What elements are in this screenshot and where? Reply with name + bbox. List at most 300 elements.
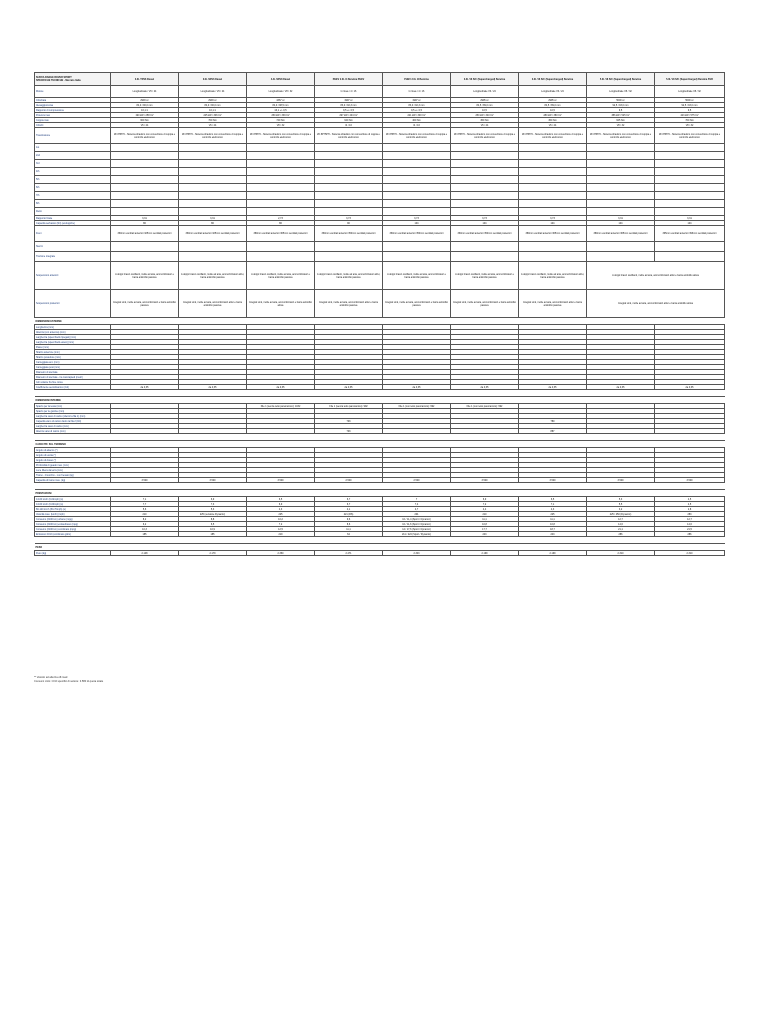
table-cell: 2995 cc <box>519 98 587 103</box>
section-header <box>35 441 725 448</box>
table-cell: 10,2 <box>247 517 315 522</box>
table-cell: 10 / 11,6 (Sport / Dynamic) <box>383 522 451 527</box>
table-cell: V8 / 32 <box>655 123 725 128</box>
table-cell: 221 kW / 300 CV <box>383 113 451 118</box>
table-cell: 84,0 / 90,0 mm <box>179 103 247 108</box>
row-label: 4th <box>35 168 111 176</box>
model-header: PHEV 2.0L I4 Benzina PHEV <box>315 73 383 86</box>
table-cell: A doppi bracci oscillanti, molle ad aria, ammortizzatori attivi, barra antirollio passiva <box>519 262 587 290</box>
table-cell: 3.500 <box>587 478 655 483</box>
table-cell: 5,3 <box>587 497 655 502</box>
table-cell: 360mm ventilati anteriori 350mm ventilati posteriori <box>451 226 519 242</box>
table-cell: 2.199 <box>519 551 587 556</box>
table-cell <box>451 200 519 208</box>
table-cell: 92,5 / 93,0 mm <box>587 103 655 108</box>
table-cell: 380mm ventilati anteriori 365mm ventilati posteriori <box>519 226 587 242</box>
table-cell: 185 <box>111 532 179 537</box>
table-cell: 219 <box>247 532 315 537</box>
table-cell: 104 <box>587 221 655 226</box>
table-cell <box>179 252 247 262</box>
table-cell <box>247 152 315 160</box>
spec-sheet <box>34 72 724 556</box>
table-cell: 243 <box>451 532 519 537</box>
table-cell: 12,7 <box>587 517 655 522</box>
table-cell <box>247 242 315 252</box>
table-cell: 360mm ventilati anteriori 350mm ventilati posteriori <box>315 226 383 242</box>
row-label: Motore <box>35 86 111 98</box>
table-cell <box>247 176 315 184</box>
table-cell: 360mm ventilati anteriori 325mm ventilati posteriori <box>111 226 179 242</box>
footnotes <box>34 676 103 683</box>
row-label: Cilindrata <box>35 98 111 103</box>
table-cell <box>587 160 655 168</box>
table-cell <box>179 152 247 160</box>
row-label: Coefficiente aerodinamico (Cd) <box>35 385 111 390</box>
table-cell: 9,6 <box>315 517 383 522</box>
table-cell: 3,31 <box>111 216 179 221</box>
table-cell <box>451 208 519 216</box>
table-cell: 86 <box>179 221 247 226</box>
table-cell: 6,2 <box>111 522 179 527</box>
table-cell: A doppi bracci oscillanti, molle ad aria, ammortizzatori e barra antirollio passiva <box>383 262 451 290</box>
row-label: Larghezza vano di carico (dietro la fila 1) (mm) <box>35 414 111 419</box>
table-cell <box>383 192 451 200</box>
table-cell <box>587 242 655 252</box>
table-cell: 90 <box>315 221 383 226</box>
table-cell: 84,5 / 89,0 mm <box>451 103 519 108</box>
spacer-cell <box>35 483 725 490</box>
table-cell: 104 <box>519 221 587 226</box>
row-label: Retro <box>35 208 111 216</box>
table-cell: 5,3 <box>179 507 247 512</box>
table-cell: 6,9 <box>247 502 315 507</box>
table-cell <box>383 152 451 160</box>
table-cell <box>451 242 519 252</box>
table-cell: Integral Link, molle ad aria, ammortizzatori e barra antirollio passiva <box>383 290 451 318</box>
table-cell: 7,1 <box>111 497 179 502</box>
spacer-cell <box>35 537 725 544</box>
table-cell: 12,7 <box>655 517 725 522</box>
row-label: Sbalzo anteriore (mm) <box>35 350 111 355</box>
table-cell: 83,0 / 92,3 mm <box>383 103 451 108</box>
table-cell: ZF 8P75PH - Sistema idraulico con convertitore di coppia e controllo elettronico <box>315 128 383 144</box>
table-cell: V8 / 32 <box>247 123 315 128</box>
table-cell: 700 Nm <box>179 118 247 123</box>
table-cell <box>587 152 655 160</box>
row-label: Cilindri <box>35 123 111 128</box>
table-cell: 700 Nm <box>655 118 725 123</box>
row-label: 80-120 km/h (50-70mph) (s) <box>35 507 111 512</box>
table-cell: 2.179 <box>179 551 247 556</box>
table-cell: 5000 cc <box>655 98 725 103</box>
row-label: Luce libera da terra (mm) <box>35 468 111 473</box>
table-row <box>35 144 725 152</box>
table-cell <box>111 208 179 216</box>
model-header: 3.0L V6 S/C (Supercharged) Benzina <box>519 73 587 86</box>
table-row <box>35 290 725 318</box>
table-cell <box>587 184 655 192</box>
table-cell: 84,5 / 89,0 mm <box>519 103 587 108</box>
table-cell: 225 / 250 (Dynamic) <box>587 512 655 517</box>
table-cell: Integral Link, molle ad aria, ammortizzatori e barra antirollio attiva <box>247 290 315 318</box>
table-cell: 3.500 <box>655 478 725 483</box>
table-row <box>35 551 725 556</box>
table-cell <box>519 242 587 252</box>
row-label: Passo (mm) <box>35 345 111 350</box>
table-cell: 7,3 <box>179 502 247 507</box>
table-cell: 625 Nm <box>587 118 655 123</box>
row-label: Giri volante fra fine corsa <box>35 380 111 385</box>
table-cell: ZF 8HP70 - Sistema idraulico con convertitore di coppia e controllo elettronico <box>655 128 725 144</box>
table-cell <box>247 252 315 262</box>
table-cell: Longitudinale / V6 / 24 <box>179 86 247 98</box>
model-header: 5.0L V8 S/C (Supercharged) Benzina SVR <box>655 73 725 86</box>
table-cell: 10,3 <box>111 527 179 532</box>
table-cell: In linea / 4 / 16 <box>315 86 383 98</box>
table-cell: 14 / 17,6 (Sport / Dynamic) <box>383 527 451 532</box>
row-label: 5th <box>35 176 111 184</box>
table-cell: 450 Nm <box>451 118 519 123</box>
table-cell <box>587 252 655 262</box>
table-cell: 250 kW / 339 CV <box>247 113 315 118</box>
table-cell: 4,7 <box>383 507 451 512</box>
table-cell <box>247 168 315 176</box>
row-label: Angolo di attacco (°) <box>35 448 111 453</box>
table-cell: A doppi bracci oscillanti, molle ad aria, ammortizzatori e barra antirollio passiva <box>111 262 179 290</box>
table-row <box>35 242 725 252</box>
table-cell: 887 <box>519 429 587 434</box>
table-cell: 4367 cc <box>247 98 315 103</box>
table-cell: 2.360 <box>247 551 315 556</box>
row-label: Trazione integrale <box>35 252 111 262</box>
table-cell <box>383 184 451 192</box>
table-cell: 7,1 <box>519 502 587 507</box>
spacer-cell <box>35 434 725 441</box>
table-cell: 2993 cc <box>179 98 247 103</box>
table-cell: da 0,35 <box>179 385 247 390</box>
row-label: Altezza vano di carico (mm) <box>35 429 111 434</box>
table-cell <box>519 152 587 160</box>
table-cell <box>383 242 451 252</box>
model-header: 4.4L SDV8 Diesel <box>247 73 315 86</box>
section-title: DIMENSIONI INTERNE <box>35 397 725 404</box>
section-title: PRESTAZIONI <box>35 490 725 497</box>
footnote-consumption: Consumi ciclo: CO2 specifici di settore: 3.580 di quota totale <box>34 679 104 683</box>
table-cell: 10,5 <box>451 108 519 113</box>
table-cell: 3.500 <box>451 478 519 483</box>
table-cell: 2,73 <box>247 216 315 221</box>
table-cell: 14,6 <box>587 522 655 527</box>
table-cell <box>111 184 179 192</box>
table-cell: da 0,35 <box>247 385 315 390</box>
table-cell: 360mm ventilati anteriori 325mm ventilati posteriori <box>179 226 247 242</box>
row-label: 1st <box>35 144 111 152</box>
table-cell: ZF 8HP70 - Sistema idraulico con convertitore di coppia e controllo elettronico <box>111 128 179 144</box>
table-cell <box>179 176 247 184</box>
table-cell: 6,5 <box>519 497 587 502</box>
row-label: Traino - rimorchio - non frenato (kg) <box>35 473 111 478</box>
table-cell: 4,4 <box>451 507 519 512</box>
table-cell: 2995 cc <box>451 98 519 103</box>
table-cell: 283 <box>655 512 725 517</box>
table-cell <box>655 160 725 168</box>
table-cell: 225 kW / 306 CV <box>179 113 247 118</box>
row-label: Capacità vano di carico dietro la fila 2 (litri) <box>35 419 111 424</box>
table-cell: 16,1:1 <box>179 108 247 113</box>
table-cell <box>383 176 451 184</box>
model-header: 3.0L V6 S/C (Supercharged) Benzina <box>451 73 519 86</box>
table-row <box>35 168 725 176</box>
row-label: 6th <box>35 184 111 192</box>
table-cell <box>655 144 725 152</box>
table-cell: Longitudinale / V8 / 32 <box>247 86 315 98</box>
table-cell: 201 <box>383 512 451 517</box>
table-cell <box>383 168 451 176</box>
table-cell: ZF 8HP70 - Sistema idraulico con convertitore di coppia e controllo elettronico <box>179 128 247 144</box>
table-cell: 9,5 <box>655 108 725 113</box>
table-cell: 4,3 <box>519 507 587 512</box>
table-cell: 280 kW / 380 CV <box>519 113 587 118</box>
row-label: Spazio per la testa (mm) <box>35 404 111 409</box>
section-header <box>35 397 725 404</box>
table-cell: 6,7 <box>315 497 383 502</box>
table-header-row <box>35 73 725 86</box>
section-title: CAPACITA' SUL TERRENO <box>35 441 725 448</box>
row-label: Rapporto di compressione <box>35 108 111 113</box>
table-cell: A doppi bracci oscillanti, molle ad aria, ammortizzatori e barra antirollio passiva <box>247 262 315 290</box>
table-cell: 11,1 <box>519 517 587 522</box>
row-label: Spazio per le gambe (mm) <box>35 409 111 414</box>
table-row <box>35 184 725 192</box>
table-cell <box>315 168 383 176</box>
row-label: Trasmissione <box>35 128 111 144</box>
table-cell <box>111 144 179 152</box>
table-cell <box>179 168 247 176</box>
table-cell <box>655 184 725 192</box>
spacer-cell <box>35 390 725 397</box>
row-label: Capacità serbatoio (litri) (ecologiche) <box>35 221 111 226</box>
table-cell: File 1 (con tetto panoramico): 992 <box>383 404 451 409</box>
table-cell: 3.500 <box>179 478 247 483</box>
table-cell <box>111 160 179 168</box>
row-label: Velocità max. (km/h) (mph) <box>35 512 111 517</box>
table-cell: 600 Nm <box>111 118 179 123</box>
table-cell <box>315 184 383 192</box>
table-cell: 84,0 / 98,5 mm <box>247 103 315 108</box>
table-cell <box>179 144 247 152</box>
table-cell: 703 <box>315 429 383 434</box>
row-label: Sospensioni posteriori <box>35 290 111 318</box>
table-cell: 11,1 <box>315 527 383 532</box>
table-cell <box>247 208 315 216</box>
table-cell: 3,31 <box>655 216 725 221</box>
table-cell <box>315 192 383 200</box>
table-cell: V6 / 24 <box>519 123 587 128</box>
table-cell: 8,6 <box>315 522 383 527</box>
table-cell <box>179 184 247 192</box>
table-cell: 10 / 11,4 (Sport / Dynamic) <box>383 517 451 522</box>
table-cell: ZF 8HP70 - Sistema idraulico con convertitore di coppia e controllo elettronico <box>451 128 519 144</box>
table-cell: 360mm ventilati anteriori 350mm ventilati posteriori <box>383 226 451 242</box>
table-cell <box>111 176 179 184</box>
table-cell: 2.310 <box>655 551 725 556</box>
table-cell: 3,2 <box>587 507 655 512</box>
table-cell: 12,5 <box>247 527 315 532</box>
footnote-offroad: ** Veicolo ad altezza off-road <box>34 676 68 679</box>
table-cell <box>655 168 725 176</box>
row-label: Potenza max <box>35 113 111 118</box>
table-cell: 211 / 224 (Sport / Dynamic) <box>383 532 451 537</box>
table-cell: 5,6 <box>111 507 179 512</box>
table-cell <box>315 252 383 262</box>
table-row <box>35 86 725 98</box>
table-cell: 225 <box>247 512 315 517</box>
table-cell: 400 Nm <box>383 118 451 123</box>
table-cell: 740 Nm <box>247 118 315 123</box>
section-header <box>35 318 725 325</box>
table-cell: I4 / 16 <box>315 123 383 128</box>
table-cell: 5,5 <box>587 502 655 507</box>
table-cell: 2.199 <box>451 551 519 556</box>
table-cell: 84,0 / 90,0 mm <box>111 103 179 108</box>
row-label: Capacità di traino max. (kg) <box>35 478 111 483</box>
table-cell: 6,5 <box>179 522 247 527</box>
row-label: Angolo di uscita (°) <box>35 453 111 458</box>
table-cell <box>247 144 315 152</box>
table-cell <box>247 192 315 200</box>
table-cell <box>179 192 247 200</box>
row-label: Consumo (l/100 km) extraurbano (mpg) <box>35 522 111 527</box>
table-cell: 7 <box>383 497 451 502</box>
table-cell <box>655 208 725 216</box>
table-cell <box>383 208 451 216</box>
table-cell: 243 <box>519 532 587 537</box>
table-cell: 395mm ventilati anteriori 396mm ventilati posteriori <box>655 226 725 242</box>
row-label: 8th <box>35 200 111 208</box>
spacer-row <box>35 537 725 544</box>
table-cell <box>247 184 315 192</box>
table-cell <box>451 192 519 200</box>
table-cell: da 0,35 <box>111 385 179 390</box>
table-cell: Longitudinale / V6 / 24 <box>111 86 179 98</box>
table-cell: 86 <box>247 221 315 226</box>
table-cell: da 0,35 <box>383 385 451 390</box>
row-label: 2nd <box>35 152 111 160</box>
table-cell: 3.500 <box>247 478 315 483</box>
section-title: DIMENSIONI ESTERNE <box>35 318 725 325</box>
table-cell: 423 kW / 575 CV <box>655 113 725 118</box>
table-cell: V8 / 32 <box>587 123 655 128</box>
table-cell: Integral Link, molle ad aria, ammortizzatori attivi e barra antirollio passiva <box>519 290 587 318</box>
table-cell: 1997 cc <box>315 98 383 103</box>
spacer-row <box>35 434 725 441</box>
row-label: Sterzo <box>35 242 111 252</box>
table-cell <box>519 252 587 262</box>
table-cell <box>383 160 451 168</box>
table-cell <box>655 176 725 184</box>
table-cell: In linea / 4 / 16 <box>383 86 451 98</box>
table-cell: 14,6 <box>655 522 725 527</box>
table-cell <box>587 208 655 216</box>
table-cell: 250 kW / 340 CV <box>451 113 519 118</box>
model-header: 3.0L TDV6 Diesel <box>111 73 179 86</box>
table-cell <box>451 168 519 176</box>
table-cell: V6 / 24 <box>111 123 179 128</box>
table-cell: 225 <box>519 512 587 517</box>
table-cell: 17,7 <box>451 527 519 532</box>
table-cell <box>179 242 247 252</box>
table-cell <box>315 208 383 216</box>
table-cell: A doppi bracci oscillanti, molle ad aria, ammortizzatori attivi e barra antirollio attiva <box>587 262 725 290</box>
table-cell: 8,8 <box>179 517 247 522</box>
table-cell <box>179 160 247 168</box>
table-cell <box>315 144 383 152</box>
row-label: Diametro di sterzata <box>35 370 111 375</box>
table-cell <box>655 200 725 208</box>
table-cell <box>179 200 247 208</box>
table-cell: 4,3 <box>247 507 315 512</box>
table-cell: 10,8 <box>451 522 519 527</box>
row-label: Profondità di guado max. (mm) <box>35 463 111 468</box>
table-cell: 86 <box>111 221 179 226</box>
spec-table <box>34 72 725 556</box>
table-cell: V6 / 24 <box>451 123 519 128</box>
table-cell <box>315 200 383 208</box>
table-title-line: NUOVA RANGE ROVER SPORT <box>36 76 72 79</box>
table-cell: 4,1 <box>315 507 383 512</box>
row-label: Peso (kg) <box>35 551 111 556</box>
table-cell: 450 Nm <box>519 118 587 123</box>
row-label: Alesaggio/corsa <box>35 103 111 108</box>
row-label: Sospensioni anteriori <box>35 262 111 290</box>
row-label: Consumo (l/100 km) urbano (mpg) <box>35 517 111 522</box>
row-label: Freni <box>35 226 111 242</box>
table-cell: 7,2 <box>247 522 315 527</box>
table-cell <box>247 160 315 168</box>
table-cell: 92,5 / 93,0 mm <box>655 103 725 108</box>
table-cell <box>451 252 519 262</box>
table-cell <box>519 200 587 208</box>
table-cell <box>587 144 655 152</box>
table-cell: da 0,35 <box>587 385 655 390</box>
table-row <box>35 160 725 168</box>
table-cell <box>519 168 587 176</box>
table-cell: A doppi bracci oscillanti, molle ad aria, ammortizzatori e barra antirollio passiva <box>451 262 519 290</box>
table-cell: 2.471 <box>315 551 383 556</box>
table-cell: 1997 cc <box>383 98 451 103</box>
table-cell: 6,5 <box>247 497 315 502</box>
table-cell: 2.500 <box>383 478 451 483</box>
table-cell: 3,73 <box>451 216 519 221</box>
row-label: 3rd <box>35 160 111 168</box>
table-cell: 2,8 <box>655 507 725 512</box>
table-cell: Integral Link, molle ad aria, ammortizzatori attivi e barra antirollio attiva <box>587 290 725 318</box>
table-cell: 2993 cc <box>111 98 179 103</box>
table-cell: 2.148 <box>111 551 179 556</box>
table-cell <box>451 160 519 168</box>
table-cell <box>519 192 587 200</box>
table-cell: 3.500 <box>519 478 587 483</box>
table-cell: 83,0 / 92,3 mm <box>315 103 383 108</box>
table-cell <box>451 184 519 192</box>
table-cell: 18,7 <box>519 527 587 532</box>
table-cell: 190 kW / 258 CV <box>111 113 179 118</box>
table-cell <box>315 160 383 168</box>
table-cell: A doppi bracci oscillanti, molle ad aria, ammortizzatori attivi, barra antirollio passiva <box>315 262 383 290</box>
table-cell: 10,9 <box>179 527 247 532</box>
table-cell: 64 <box>315 532 383 537</box>
table-cell: 21,1 <box>587 527 655 532</box>
